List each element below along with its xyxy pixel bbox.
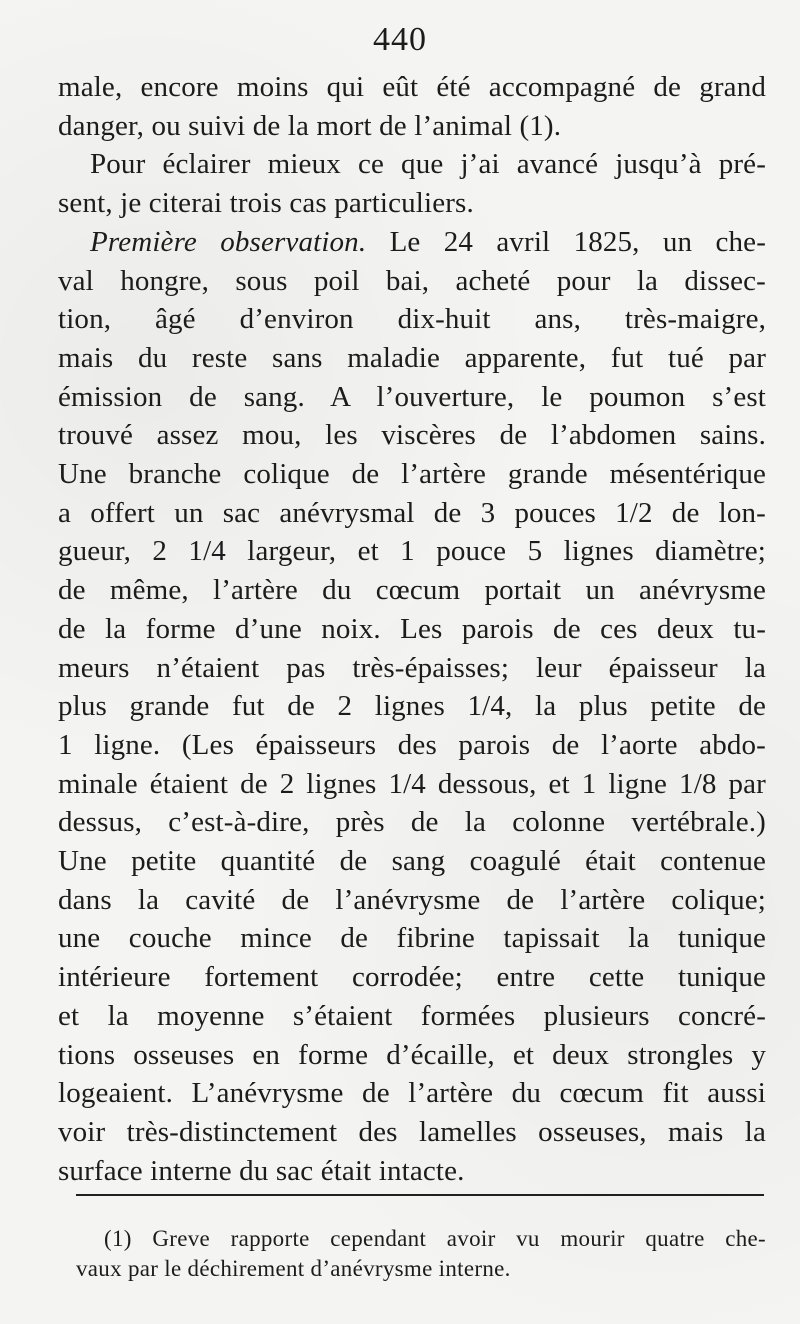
text-line-3: Pour éclairer mieux ce que j’ai avancé jusqu’à pré- <box>90 148 766 181</box>
text-line-19: minale étaient de 2 lignes 1/4 dessous, et 1 ligne 1/8 par <box>58 767 766 800</box>
text-line-15: de la forme d’une noix. Les parois de ces deux tu- <box>58 612 766 645</box>
text-line-18: 1 ligne. (Les épaisseurs des parois de l’aorte abdo- <box>58 728 766 761</box>
text-line-24: intérieure fortement corrodée; entre cette tunique <box>58 961 766 994</box>
text-line-13: gueur, 2 1/4 largeur, et 1 pouce 5 lignes diamètre; <box>58 535 766 568</box>
text-line-17: plus grande fut de 2 lignes 1/4, la plus petite de <box>58 690 766 723</box>
text-line-20: dessus, c’est-à-dire, près de la colonne vertébrale.) <box>58 806 766 839</box>
text-line-2: danger, ou suivi de la mort de l’animal (1). <box>58 109 562 142</box>
observation-text: Le 24 avril 1825, un che- <box>389 225 766 258</box>
text-line-4: sent, je citerai trois cas particuliers. <box>58 187 474 220</box>
text-line-26: tions osseuses en forme d’écaille, et deux strongles y <box>58 1038 766 1071</box>
text-line-10: trouvé assez mou, les viscères de l’abdomen sains. <box>58 419 766 452</box>
text-line-7: tion, âgé d’environ dix-huit ans, très-maigre, <box>58 303 766 336</box>
text-line-28: voir très-distinctement des lamelles osseuses, mais la <box>58 1115 766 1148</box>
text-line-1: male, encore moins qui eût été accompagné de grand <box>58 71 766 103</box>
text-line-21: Une petite quantité de sang coagulé était contenue <box>58 845 766 878</box>
footnote-line-1: (1) Greve rapporte cependant avoir vu mourir quatre che- <box>104 1226 766 1251</box>
footnote <box>76 1224 766 1284</box>
text-line-11: Une branche colique de l’artère grande mésentérique <box>58 458 766 491</box>
observation-line <box>58 223 766 262</box>
footnote-divider <box>76 1194 764 1196</box>
text-line-22: dans la cavité de l’anévrysme de l’artère colique; <box>58 883 766 916</box>
footnote-line-2: vaux par le déchirement d’anévrysme interne. <box>76 1256 511 1281</box>
text-line-9: émission de sang. A l’ouverture, le poumon s’est <box>58 380 766 413</box>
page-number: 440 <box>373 21 427 58</box>
text-line-23: une couche mince de fibrine tapissait la tunique <box>58 922 766 955</box>
observation-label: Première observation. <box>90 225 367 258</box>
main-text <box>58 68 766 1190</box>
text-line-8: mais du reste sans maladie apparente, fut tué par <box>58 341 766 374</box>
text-line-6: val hongre, sous poil bai, acheté pour la dissec- <box>58 264 766 297</box>
text-line-25: et la moyenne s’étaient formées plusieurs concré- <box>58 999 766 1032</box>
text-line-12: a offert un sac anévrysmal de 3 pouces 1/2 de lon- <box>58 496 766 529</box>
text-line-27: logeaient. L’anévrysme de l’artère du cœcum fit aussi <box>58 1077 766 1110</box>
text-line-29: surface interne du sac était intacte. <box>58 1154 465 1187</box>
text-line-14: de même, l’artère du cœcum portait un anévrysme <box>58 574 766 607</box>
text-line-16: meurs n’étaient pas très-épaisses; leur épaisseur la <box>58 651 766 684</box>
